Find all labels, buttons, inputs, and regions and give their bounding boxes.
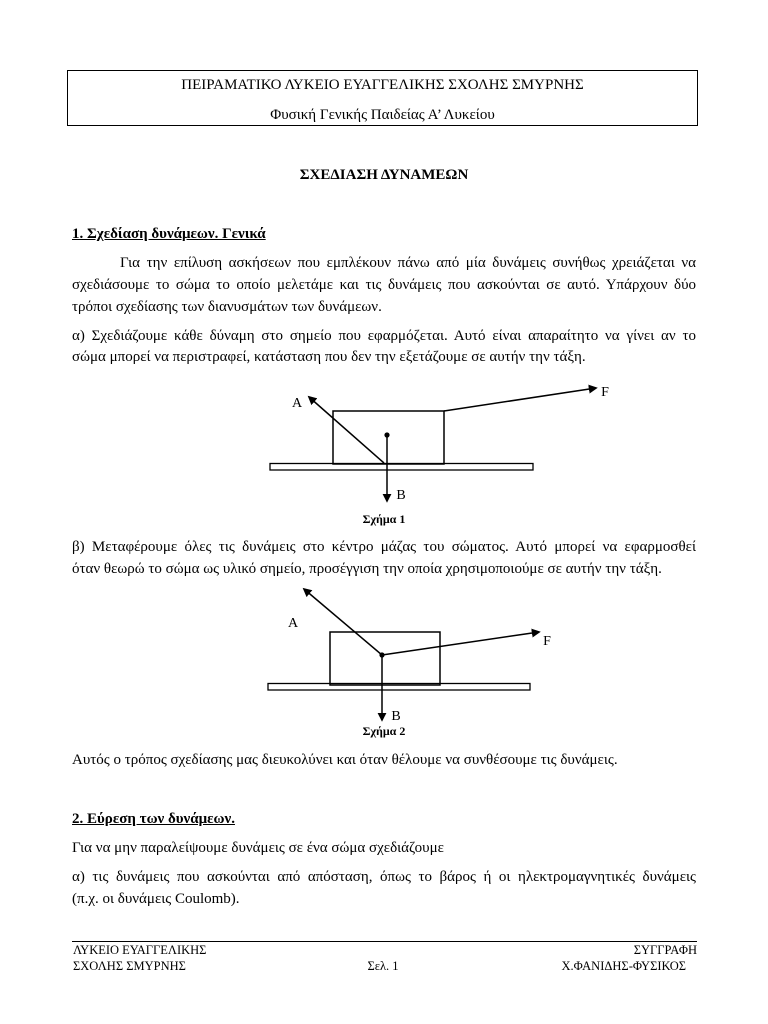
section-1-intro-line-2: σχεδιάσουμε το σώμα το οποίο μελετάμε και τις δυνάμεις που ασκούνται σε αυτό. Υπάρχουν δύο bbox=[72, 277, 696, 293]
footer-author-label: ΣΥΓΓΡΑΦΗ bbox=[633, 943, 697, 957]
footer-school-line-2: ΣΧΟΛΗΣ ΣΜΥΡΝΗΣ bbox=[73, 959, 186, 973]
figure-1-center-of-mass bbox=[384, 432, 389, 437]
section-1-intro-line-3: τρόποι σχεδίασης των διανυσμάτων των δυνάμεων. bbox=[72, 299, 382, 315]
section-1-conclusion: Αυτός ο τρόπος σχεδίασης μας διευκολύνει και όταν θέλουμε να συνθέσουμε τις δυνάμεις. bbox=[72, 752, 618, 768]
method-a-line-2: σώμα μπορεί να περιστραφεί, κατάσταση που δεν την εξετάζουμε σε αυτήν την τάξη. bbox=[72, 349, 586, 365]
course-name: Φυσική Γενικής Παιδείας Α’ Λυκείου bbox=[270, 107, 495, 123]
section-1-heading: 1. Σχεδίαση δυνάμεων. Γενικά bbox=[72, 226, 266, 242]
section-2-item-a-line-2: (π.χ. οι δυνάμεις Coulomb). bbox=[72, 891, 240, 907]
page-number: Σελ. 1 bbox=[367, 959, 399, 973]
footer-school-line-1: ΛΥΚΕΙΟ ΕΥΑΓΓΕΛΙΚΗΣ bbox=[73, 943, 207, 957]
figure-1-force-a-arrow bbox=[309, 397, 384, 463]
figure-1-label-f: F bbox=[601, 385, 609, 400]
figure-2-label-f: F bbox=[543, 634, 551, 649]
section-2-item-a-line-1: α) τις δυνάμεις που ασκούνται από απόσταση, όπως το βάρος ή οι ηλεκτρομαγνητικές δυνάμεις bbox=[72, 869, 696, 885]
figure-2-label-b: B bbox=[391, 709, 401, 724]
figure-1-label-a: A bbox=[291, 396, 303, 411]
method-a-line-1: α) Σχεδιάζουμε κάθε δύναμη στο σημείο που εφαρμόζεται. Αυτό είναι απαραίτητο να γίνει αν το bbox=[72, 328, 696, 344]
figure-1-body bbox=[333, 411, 444, 464]
section-1-intro-line-1: Για την επίλυση ασκήσεων που εμπλέκουν πάνω από μία δυνάμεις συνήθως χρειάζεται να bbox=[120, 255, 696, 271]
method-b-line-1: β) Μεταφέρουμε όλες τις δυνάμεις στο κέντρο μάζας του σώματος. Αυτό μπορεί να εφαρμοσθεί bbox=[72, 539, 696, 555]
figure-2-label-a: A bbox=[287, 616, 299, 631]
figure-1-caption: Σχήμα 1 bbox=[362, 512, 406, 526]
document-title: ΣΧΕΔΙΑΣΗ ΔΥΝΑΜΕΩΝ bbox=[299, 167, 469, 183]
figure-1-label-b: B bbox=[396, 488, 406, 503]
figure-2 bbox=[260, 578, 570, 728]
footer-author: Χ.ΦΑΝΙΔΗΣ-ΦΥΣΙΚΟΣ bbox=[561, 959, 686, 973]
figure-2-caption: Σχήμα 2 bbox=[362, 724, 406, 738]
figure-2-force-a-arrow bbox=[304, 589, 382, 655]
section-2-intro: Για να μην παραλείψουμε δυνάμεις σε ένα σώμα σχεδιάζουμε bbox=[72, 840, 444, 856]
figure-2-body bbox=[330, 632, 440, 685]
figure-1-force-f-arrow bbox=[444, 388, 596, 411]
method-b-line-2: όταν θεωρώ το σώμα ως υλικό σημείο, προσέγγιση την οποία χρησιμοποιούμε σε αυτήν την τάξη. bbox=[72, 561, 662, 577]
document-header bbox=[67, 70, 698, 126]
figure-2-force-f-arrow bbox=[382, 632, 539, 655]
section-2-heading: 2. Εύρεση των δυνάμεων. bbox=[72, 811, 235, 827]
school-name: ΠΕΙΡΑΜΑΤΙΚΟ ΛΥΚΕΙΟ ΕΥΑΓΓΕΛΙΚΗΣ ΣΧΟΛΗΣ ΣΜΥΡΝΗΣ bbox=[181, 77, 584, 93]
figure-1 bbox=[260, 380, 630, 508]
figure-2-center-of-mass bbox=[379, 652, 384, 657]
